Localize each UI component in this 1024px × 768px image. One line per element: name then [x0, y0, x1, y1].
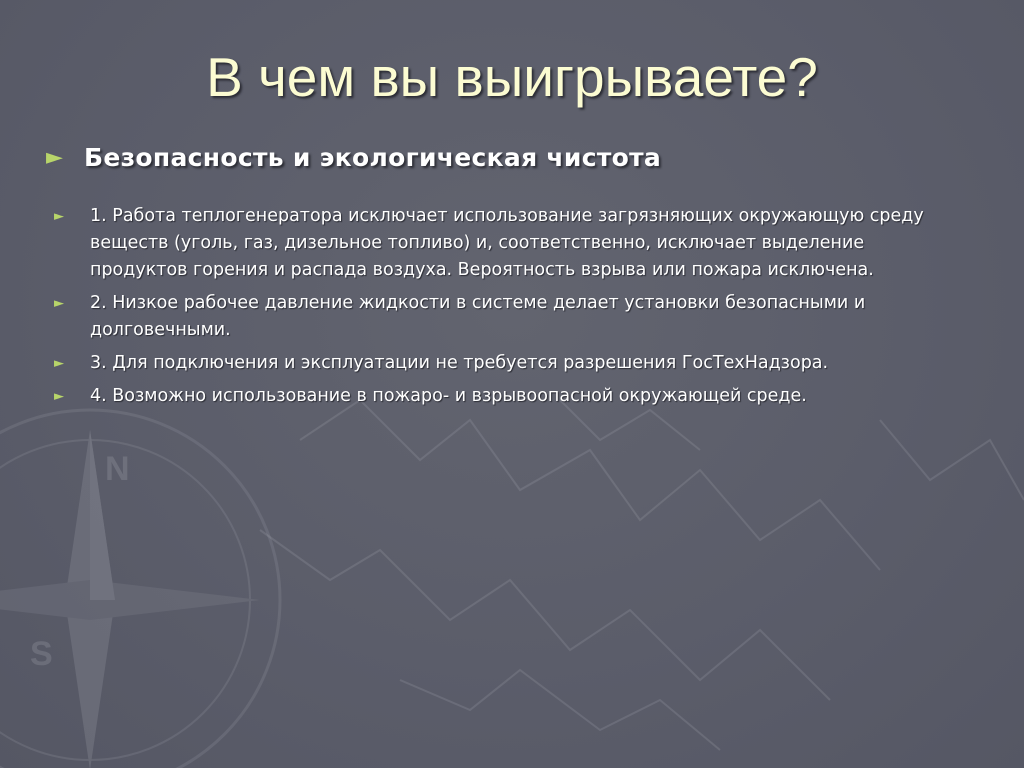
list-item-text: 2. Низкое рабочее давление жидкости в системе делает установки безопасными и долговечными.	[90, 293, 866, 340]
triangle-right-icon: ►	[46, 145, 63, 170]
list-item-text: 3. Для подключения и эксплуатации не требуется разрешения ГосТехНадзора.	[90, 353, 829, 373]
bullet-list	[54, 203, 934, 416]
triangle-right-icon: ►	[54, 296, 64, 311]
triangle-right-icon: ►	[54, 389, 64, 404]
triangle-right-icon: ►	[54, 209, 64, 224]
section-heading	[46, 143, 661, 172]
list-item	[54, 350, 934, 377]
map-lines-decoration	[0, 380, 1024, 768]
compass-letter-s: S	[30, 635, 53, 673]
section-heading-text: Безопасность и экологическая чистота	[84, 143, 662, 172]
triangle-right-icon: ►	[54, 356, 64, 371]
list-item-text: 4. Возможно использование в пожаро- и взрывоопасной окружающей среде.	[90, 386, 807, 406]
compass-letter-n: N	[105, 450, 130, 488]
list-item	[54, 203, 934, 284]
list-item	[54, 383, 934, 410]
list-item-text: 1. Работа теплогенератора исключает использование загрязняющих окружающую среду веществ (уголь, газ, дизельное топливо) и, соответственно, исключает выделение продуктов горения и распада воздуха. Вероятность взрыва или пожара исключена.	[90, 206, 924, 280]
slide-title: В чем вы выигрываете?	[206, 46, 818, 108]
list-item	[54, 290, 934, 344]
